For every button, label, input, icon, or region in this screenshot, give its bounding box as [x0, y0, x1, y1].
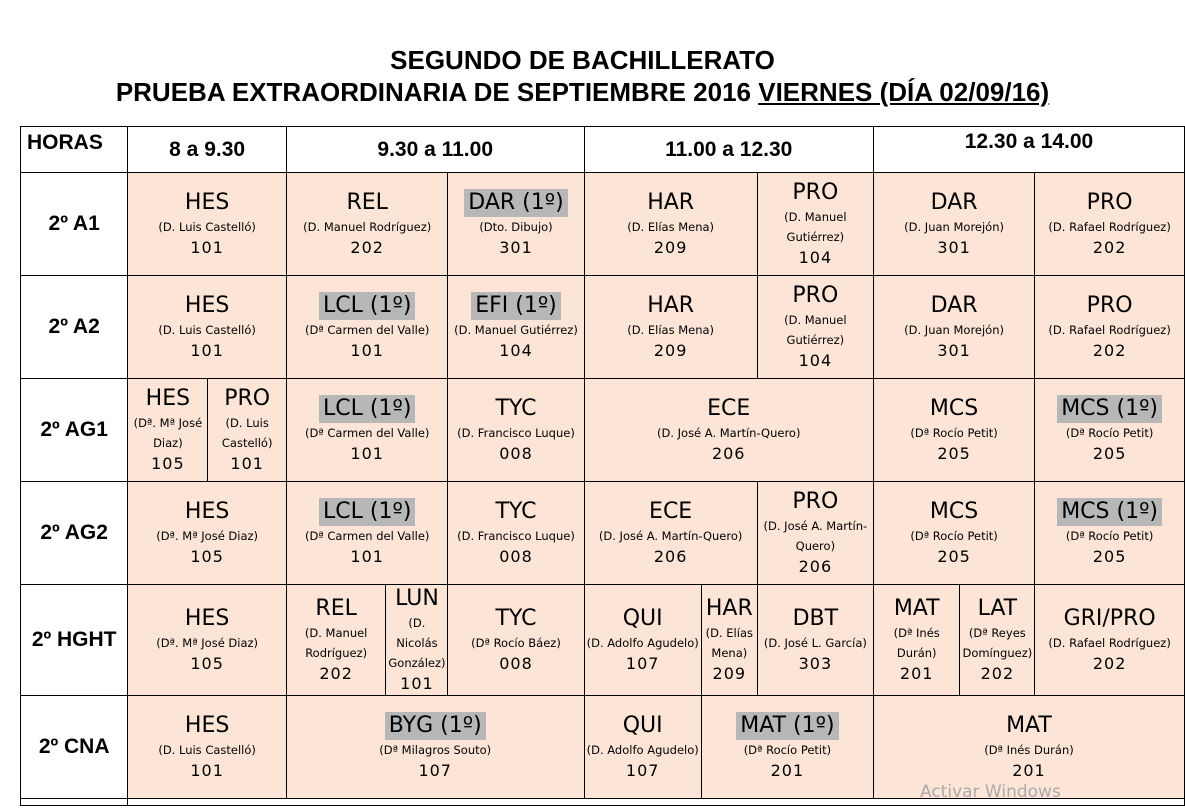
teacher-name: (D. Manuel Rodríguez) [303, 220, 432, 234]
title-line-2 [0, 76, 1165, 108]
teacher-name: (D. Nicolás González) [388, 616, 446, 670]
subject-code: MCS [929, 396, 979, 421]
subject-code: PRO [792, 180, 839, 205]
activate-windows-watermark: Activar Windows [920, 782, 1061, 802]
subject-code: PRO [1086, 293, 1133, 318]
table-bottom-edge [21, 799, 128, 806]
exam-cell [208, 379, 287, 482]
teacher-name: (Dª Rocío Petit) [1065, 529, 1154, 543]
teacher-name: (Dª Rocío Petit) [910, 529, 998, 543]
exam-cell [1035, 379, 1185, 482]
exam-cell [701, 696, 873, 799]
subject-code: GRI/PRO [1063, 606, 1156, 631]
teacher-name: (Dª Inés Durán) [893, 626, 940, 660]
exam-cell [584, 482, 757, 585]
group-label: 2º HGHT [21, 585, 128, 696]
time-slot-header: 9.30 a 11.00 [286, 127, 584, 173]
exam-cell [128, 173, 287, 276]
room-number: 202 [1092, 238, 1127, 257]
subject-code: TYC [495, 606, 537, 631]
teacher-name: (D. Rafael Rodríguez) [1048, 636, 1171, 650]
exam-cell [960, 585, 1035, 696]
subject-code: HES [184, 499, 230, 524]
exam-cell [873, 173, 1034, 276]
room-number: 201 [770, 761, 805, 780]
exam-cell [286, 696, 584, 799]
room-number: 202 [319, 664, 353, 683]
subject-code: TYC [495, 499, 537, 524]
exam-cell [286, 585, 385, 696]
room-number: 202 [1092, 341, 1127, 360]
room-number: 101 [400, 674, 434, 693]
exam-cell [386, 585, 448, 696]
subject-code: DBT [792, 606, 839, 631]
subject-code: HES [184, 293, 230, 318]
subject-code: LCL (1º) [319, 292, 415, 320]
room-number: 008 [499, 547, 533, 566]
teacher-name: (Dª Rocío Báez) [471, 636, 561, 650]
subject-code: ECE [707, 396, 751, 421]
exam-cell [873, 585, 960, 696]
subject-code: PRO [792, 489, 839, 514]
subject-code: BYG (1º) [385, 712, 486, 740]
subject-code: QUI [622, 713, 663, 738]
room-number: 101 [190, 238, 224, 257]
exam-cell [584, 173, 757, 276]
exam-cell [584, 696, 701, 799]
room-number: 202 [980, 664, 1015, 683]
teacher-name: (D. Manuel Gutiérrez) [784, 313, 847, 347]
room-number: 104 [798, 248, 833, 267]
exam-cell [757, 276, 873, 379]
exam-cell [757, 173, 873, 276]
time-slot-header: 11.00 a 12.30 [584, 127, 873, 173]
subject-code: LCL (1º) [319, 395, 415, 423]
group-label: 2º AG1 [21, 379, 128, 482]
subject-code: MAT (1º) [736, 712, 838, 740]
subject-code: LCL (1º) [319, 498, 415, 526]
room-number: 008 [499, 444, 533, 463]
subject-code: LAT [977, 596, 1018, 621]
room-number: 105 [151, 454, 185, 473]
exam-cell [448, 379, 584, 482]
teacher-name: (D. José A. Martín-Quero) [598, 529, 743, 543]
group-label: 2º A2 [21, 276, 128, 379]
room-number: 101 [350, 341, 384, 360]
title-line-2-text: PRUEBA EXTRAORDINARIA DE SEPTIEMBRE 2016 [115, 77, 759, 107]
room-number: 205 [937, 547, 971, 566]
teacher-name: (D. Rafael Rodríguez) [1048, 323, 1171, 337]
exam-cell [1035, 276, 1185, 379]
subject-code: HAR [647, 190, 695, 215]
exam-cell [286, 482, 448, 585]
group-row [21, 585, 1185, 696]
subject-code: LUN [395, 586, 439, 611]
subject-code: ECE [649, 499, 693, 524]
subject-code: MCS [929, 499, 979, 524]
teacher-name: (D. Luis Castelló) [158, 323, 256, 337]
subject-code: DAR [930, 190, 978, 215]
horas-header: HORAS [21, 127, 128, 173]
teacher-name: (D. Adolfo Agudelo) [586, 743, 699, 757]
exam-cell [1035, 173, 1185, 276]
teacher-name: (D. Elías Mena) [705, 626, 753, 660]
subject-code: MAT [1006, 713, 1052, 738]
room-number: 101 [230, 454, 264, 473]
subject-code: HES [145, 386, 191, 411]
room-number: 008 [499, 654, 533, 673]
teacher-name: (Dª Rocío Petit) [1065, 426, 1154, 440]
teacher-name: (Dª. Mª José Diaz) [156, 529, 259, 543]
teacher-name: (Dª Inés Durán) [984, 743, 1074, 757]
teacher-name: (Dto. Dibujo) [479, 220, 553, 234]
exam-cell [757, 585, 873, 696]
exam-cell [448, 276, 584, 379]
room-number: 101 [350, 547, 384, 566]
teacher-name: (D. José L. García) [763, 636, 867, 650]
subject-code: HAR [647, 293, 695, 318]
exam-cell [286, 379, 448, 482]
teacher-name: (D. Elías Mena) [627, 323, 715, 337]
teacher-name: (D. Juan Morejón) [904, 323, 1004, 337]
teacher-name: (D. Francisco Luque) [457, 426, 575, 440]
room-number: 101 [190, 341, 224, 360]
subject-code: MCS (1º) [1057, 395, 1162, 423]
exam-cell [128, 379, 208, 482]
teacher-name: (Dª Rocío Petit) [743, 743, 832, 757]
subject-code: PRO [224, 386, 271, 411]
subject-code: REL [315, 596, 357, 621]
exam-cell [701, 585, 757, 696]
exam-cell [1035, 585, 1185, 696]
teacher-name: (D. Juan Morejón) [904, 220, 1004, 234]
subject-code: DAR [930, 293, 978, 318]
teacher-name: (D. Manuel Gutiérrez) [784, 210, 847, 244]
room-number: 209 [653, 238, 688, 257]
exam-cell [128, 696, 287, 799]
group-row [21, 173, 1185, 276]
room-number: 107 [625, 761, 660, 780]
subject-code: HES [184, 713, 230, 738]
teacher-name: (Dª Carmen del Valle) [304, 323, 430, 337]
document-title [0, 44, 1165, 108]
room-number: 301 [937, 341, 971, 360]
room-number: 206 [711, 444, 746, 463]
subject-code: HES [184, 190, 230, 215]
teacher-name: (D. Luis Castelló) [221, 416, 273, 450]
room-number: 202 [1092, 654, 1127, 673]
subject-code: REL [346, 190, 388, 215]
room-number: 209 [712, 664, 747, 683]
time-slot-header: 8 a 9.30 [128, 127, 287, 173]
exam-cell [286, 276, 448, 379]
teacher-name: (Dª Milagros Souto) [379, 743, 492, 757]
teacher-name: (Dª Carmen del Valle) [304, 426, 430, 440]
teacher-name: (D. Adolfo Agudelo) [586, 636, 699, 650]
room-number: 105 [190, 547, 224, 566]
room-number: 301 [937, 238, 971, 257]
exam-cell [584, 585, 701, 696]
subject-code: TYC [495, 396, 537, 421]
time-slot-header: 12.30 a 14.00 [873, 127, 1184, 173]
teacher-name: (Dª. Mª José Diaz) [133, 416, 203, 450]
room-number: 201 [1012, 761, 1046, 780]
room-number: 205 [1092, 444, 1127, 463]
room-number: 104 [798, 351, 833, 370]
teacher-name: (D. Manuel Rodríguez) [304, 626, 368, 660]
subject-code: EFI (1º) [471, 292, 561, 320]
room-number: 101 [350, 444, 384, 463]
group-label: 2º A1 [21, 173, 128, 276]
title-date: VIERNES (DÍA 02/09/16) [758, 77, 1050, 107]
room-number: 303 [798, 654, 833, 673]
room-number: 201 [899, 664, 934, 683]
teacher-name: (D. Luis Castelló) [158, 743, 256, 757]
subject-code: MCS (1º) [1057, 498, 1162, 526]
exam-cell [448, 173, 584, 276]
exam-cell [873, 379, 1034, 482]
teacher-name: (Dª Reyes Domínguez) [962, 626, 1033, 660]
teacher-name: (D. José A. Martín-Quero) [656, 426, 801, 440]
exam-cell [873, 482, 1034, 585]
room-number: 206 [653, 547, 688, 566]
exam-cell [286, 173, 448, 276]
room-number: 105 [190, 654, 224, 673]
room-number: 205 [937, 444, 971, 463]
exam-cell [1035, 482, 1185, 585]
exam-cell [584, 276, 757, 379]
group-row [21, 379, 1185, 482]
exam-cell [584, 379, 873, 482]
exam-cell [448, 482, 584, 585]
room-number: 301 [499, 238, 533, 257]
group-row [21, 482, 1185, 585]
teacher-name: (D. Manuel Gutiérrez) [454, 323, 578, 337]
subject-code: PRO [1086, 190, 1133, 215]
subject-code: PRO [792, 283, 839, 308]
room-number: 107 [625, 654, 660, 673]
room-number: 205 [1092, 547, 1127, 566]
exam-cell [128, 276, 287, 379]
room-number: 202 [350, 238, 384, 257]
subject-code: MAT [893, 596, 940, 621]
room-number: 206 [798, 557, 833, 576]
subject-code: DAR (1º) [464, 189, 567, 217]
teacher-name: (D. Francisco Luque) [457, 529, 575, 543]
subject-code: QUI [622, 606, 663, 631]
teacher-name: (Dª. Mª José Diaz) [156, 636, 259, 650]
room-number: 209 [653, 341, 688, 360]
title-line-1: SEGUNDO DE BACHILLERATO [390, 45, 775, 75]
subject-code: HAR [705, 596, 753, 621]
subject-code: HES [184, 606, 230, 631]
teacher-name: (D. Luis Castelló) [158, 220, 256, 234]
room-number: 104 [499, 341, 533, 360]
teacher-name: (Dª Carmen del Valle) [304, 529, 430, 543]
exam-cell [873, 276, 1034, 379]
teacher-name: (Dª Rocío Petit) [910, 426, 998, 440]
exam-cell [448, 585, 584, 696]
room-number: 107 [418, 761, 452, 780]
room-number: 101 [190, 761, 224, 780]
teacher-name: (D. José A. Martín-Quero) [763, 519, 868, 553]
group-row [21, 276, 1185, 379]
teacher-name: (D. Rafael Rodríguez) [1048, 220, 1171, 234]
group-label: 2º CNA [21, 696, 128, 799]
exam-cell [128, 585, 287, 696]
exam-schedule-table [20, 126, 1185, 806]
teacher-name: (D. Elías Mena) [627, 220, 715, 234]
group-label: 2º AG2 [21, 482, 128, 585]
exam-cell [128, 482, 287, 585]
exam-cell [757, 482, 873, 585]
